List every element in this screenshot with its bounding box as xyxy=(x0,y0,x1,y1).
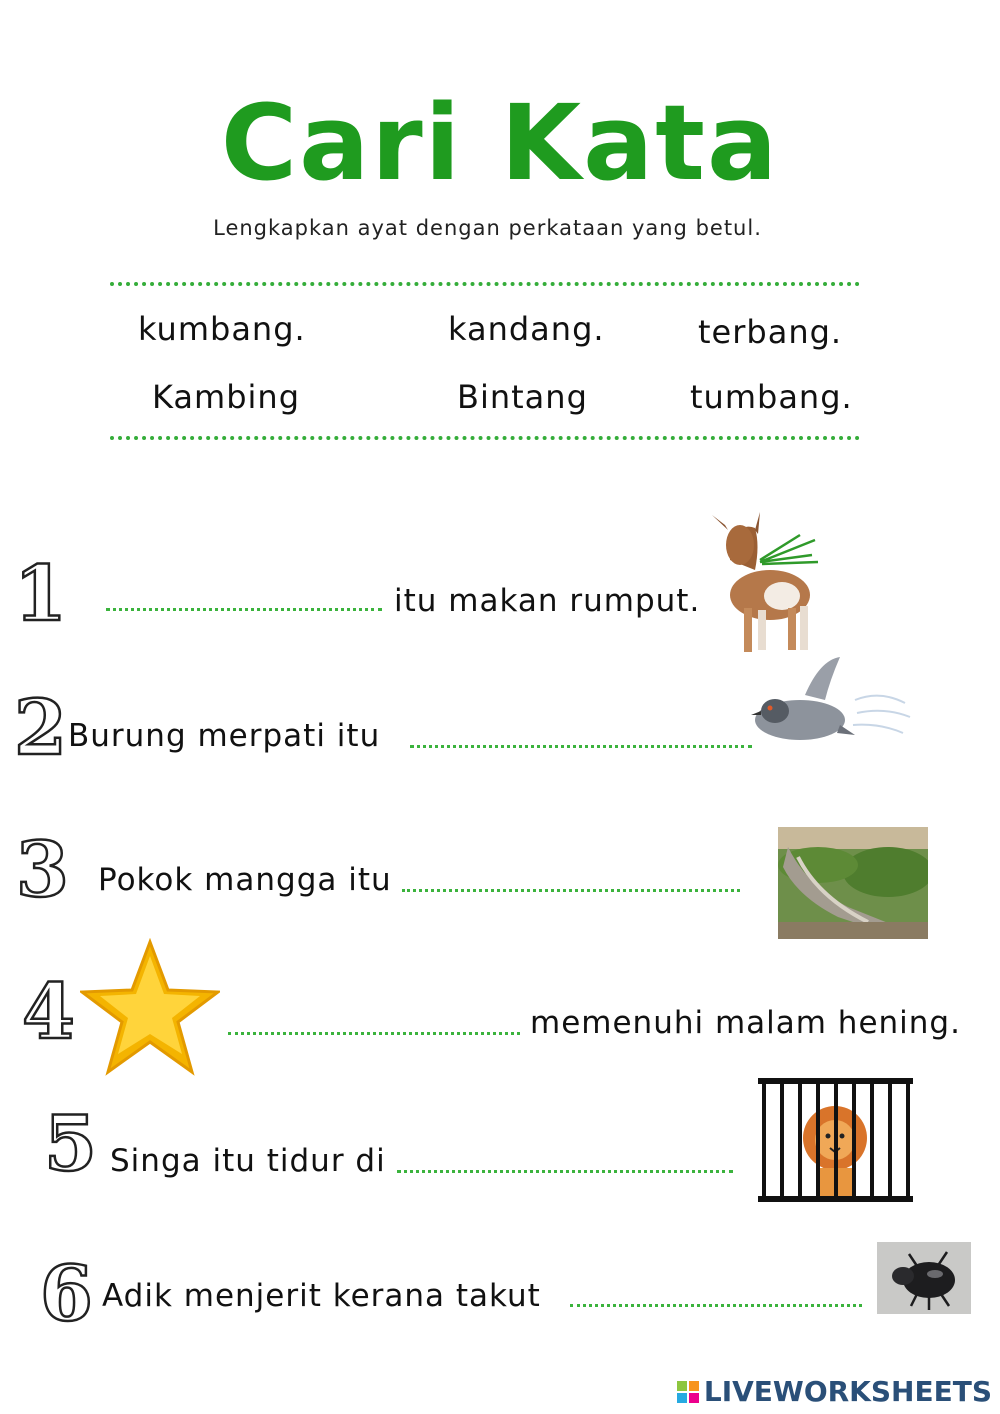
question-number: 6 xyxy=(40,1249,93,1338)
fallen-tree-image xyxy=(778,827,928,939)
pigeon-image xyxy=(745,655,925,755)
footer-brand-text: LIVEWORKSHEETS xyxy=(703,1375,992,1408)
answer-blank-3[interactable] xyxy=(402,889,740,892)
question-number: 1 xyxy=(14,549,67,638)
instruction-text: Lengkapkan ayat dengan perkataan yang betul. xyxy=(213,216,762,240)
question-text: Burung merpati itu xyxy=(68,718,381,754)
divider-top xyxy=(110,282,860,286)
question-text: memenuhi malam hening. xyxy=(530,1005,961,1041)
word-bank-item[interactable]: terbang. xyxy=(698,313,843,351)
word-bank-item[interactable]: kumbang. xyxy=(138,310,306,348)
question-text: itu makan rumput. xyxy=(394,583,701,619)
word-bank-item[interactable]: kandang. xyxy=(448,310,605,348)
divider-bottom xyxy=(110,436,860,440)
liveworksheets-logo-icon xyxy=(676,1380,700,1404)
answer-blank-1[interactable] xyxy=(106,608,382,611)
caged-lion-image xyxy=(758,1076,913,1204)
word-bank-item[interactable]: tumbang. xyxy=(690,378,853,416)
page-title: Cari Kata xyxy=(220,82,780,204)
question-number: 3 xyxy=(16,825,69,914)
star-image xyxy=(80,938,220,1078)
question-text: Pokok mangga itu xyxy=(98,862,392,898)
answer-blank-4[interactable] xyxy=(228,1032,520,1035)
beetle-image xyxy=(877,1242,971,1314)
goat-image xyxy=(700,500,830,660)
word-bank-item[interactable]: Bintang xyxy=(457,378,588,416)
footer-brand xyxy=(676,1375,992,1408)
question-number: 4 xyxy=(22,967,75,1056)
question-text: Singa itu tidur di xyxy=(110,1143,386,1179)
question-number: 2 xyxy=(14,683,67,772)
answer-blank-6[interactable] xyxy=(570,1304,862,1307)
answer-blank-5[interactable] xyxy=(397,1170,733,1173)
question-number: 5 xyxy=(44,1099,97,1188)
word-bank-item[interactable]: Kambing xyxy=(152,378,300,416)
question-text: Adik menjerit kerana takut xyxy=(102,1278,541,1314)
answer-blank-2[interactable] xyxy=(410,745,752,748)
